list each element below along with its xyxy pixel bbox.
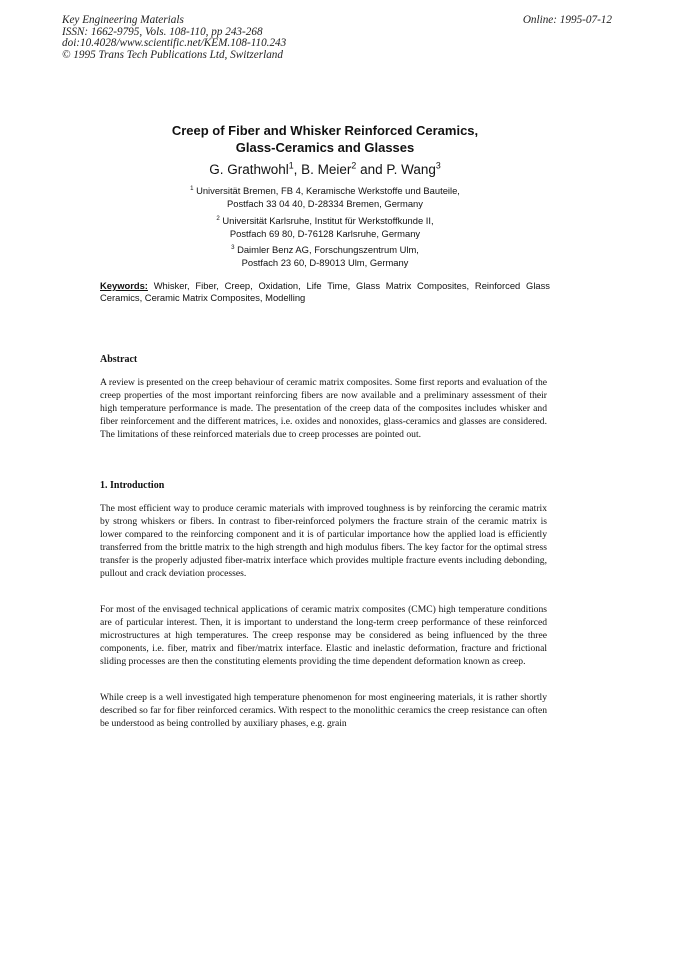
affiliation-3	[100, 244, 550, 269]
affiliation-line: Universität Bremen, FB 4, Keramische Werkstoffe und Bauteile,	[196, 185, 460, 196]
introduction-paragraph-2	[100, 603, 547, 668]
affiliation-address: Postfach 23 60, D-89013 Ulm, Germany	[241, 256, 409, 268]
author-name: B. Meier	[301, 162, 352, 177]
copyright-line: © 1995 Trans Tech Publications Ltd, Switzerland	[62, 48, 283, 61]
author-sep: ,	[293, 162, 302, 177]
issn-line: ISSN: 1662-9795, Vols. 108-110, pp 243-268	[62, 25, 263, 38]
affiliation-address: Postfach 69 80, D-76128 Karlsruhe, Germany	[229, 227, 421, 239]
title-line-2: Glass-Ceramics and Glasses	[235, 140, 415, 155]
author-name: G. Grathwohl	[209, 162, 289, 177]
author-name: P. Wang	[386, 162, 436, 177]
journal-name: Key Engineering Materials	[62, 14, 184, 26]
paragraph-text: While creep is a well investigated high temperature phenomenon for most engineering materials, it is rather shortly described so far for fiber reinforced ceramics. With respect to the monolithic ceramics the creep resistance can often be understood as being controlled by auxiliary phases, e.g. grain	[100, 692, 547, 729]
affiliation-1	[100, 185, 550, 210]
title-line-1: Creep of Fiber and Whisker Reinforced Ceramics,	[171, 123, 479, 138]
affiliation-number: 1	[190, 184, 194, 192]
affiliation-number: 2	[216, 214, 220, 222]
paragraph-text: For most of the envisaged technical applications of ceramic matrix composites (CMC) high temperature conditions are of particular interest. Then, it is important to understand the long-term creep performance of these reinforced microstructures at high temperatures. The creep response may be considered as being influenced by the three components, i.e. fiber, matrix and fiber/matrix interface. Elastic and inelastic deformation, fracture and frictional sliding processes are then the constituting elements providing the time dependent deformation known as creep.	[100, 604, 547, 667]
author-sup: 3	[435, 160, 441, 171]
affiliation-line: Universität Karlsruhe, Institut für Werkstoffkunde II,	[222, 215, 434, 226]
author-sep: and	[356, 162, 387, 177]
keywords-block	[100, 280, 550, 305]
abstract-text: A review is presented on the creep behaviour of ceramic matrix composites. Some first reports and evaluation of the creep properties of the most important reinforcing fibers are now available and a preliminary assessment of their high temperature performance is made. The presentation of the creep data of the composites includes whisker and fiber reinforcement and the different matrices, i.e. oxides and nonoxides, glass-ceramics and glasses are considered. The limitations of these reinforced materials due to creep processes are pointed out.	[100, 377, 547, 440]
abstract-section	[100, 376, 547, 441]
author-sup: 1	[288, 160, 294, 171]
keywords-label: Keywords:	[100, 280, 148, 291]
abstract-heading: Abstract	[100, 354, 138, 365]
journal-header	[62, 15, 286, 61]
doi-link[interactable]: doi:10.4028/www.scientific.net/KEM.108-110.243	[62, 37, 287, 50]
author-sup: 2	[351, 160, 357, 171]
affiliation-line: Daimler Benz AG, Forschungszentrum Ulm,	[237, 244, 419, 255]
paper-title	[100, 122, 550, 156]
introduction-paragraph-3	[100, 691, 547, 730]
keywords-text: Whisker, Fiber, Creep, Oxidation, Life Time, Glass Matrix Composites, Reinforced Glass Ceramics, Ceramic Matrix Composites, Modelling	[100, 280, 550, 304]
introduction-heading: 1. Introduction	[100, 480, 165, 491]
introduction-paragraph-1	[100, 502, 547, 580]
affiliation-address: Postfach 33 04 40, D-28334 Bremen, Germany	[227, 197, 423, 209]
paragraph-text: The most efficient way to produce ceramic materials with improved toughness is by reinforcing the ceramic matrix by strong whiskers or fibers. In contrast to fiber-reinforced polymers the fracture strain of the ceramic matrix is lower compared to the reinforcing component and it is of particular importance how the applied load is efficiently transferred from the brittle matrix to the high strength and high modulus fibers. The key factor for the optimal stress transfer is the properly adjusted fiber-matrix interface which provides multiple fracture events including debonding, pullout and crack deviation processes.	[100, 503, 547, 579]
online-date: Online: 1995-07-12	[522, 14, 612, 26]
affiliation-2	[100, 215, 550, 240]
author-list	[100, 162, 550, 178]
affiliation-number: 3	[231, 243, 235, 251]
